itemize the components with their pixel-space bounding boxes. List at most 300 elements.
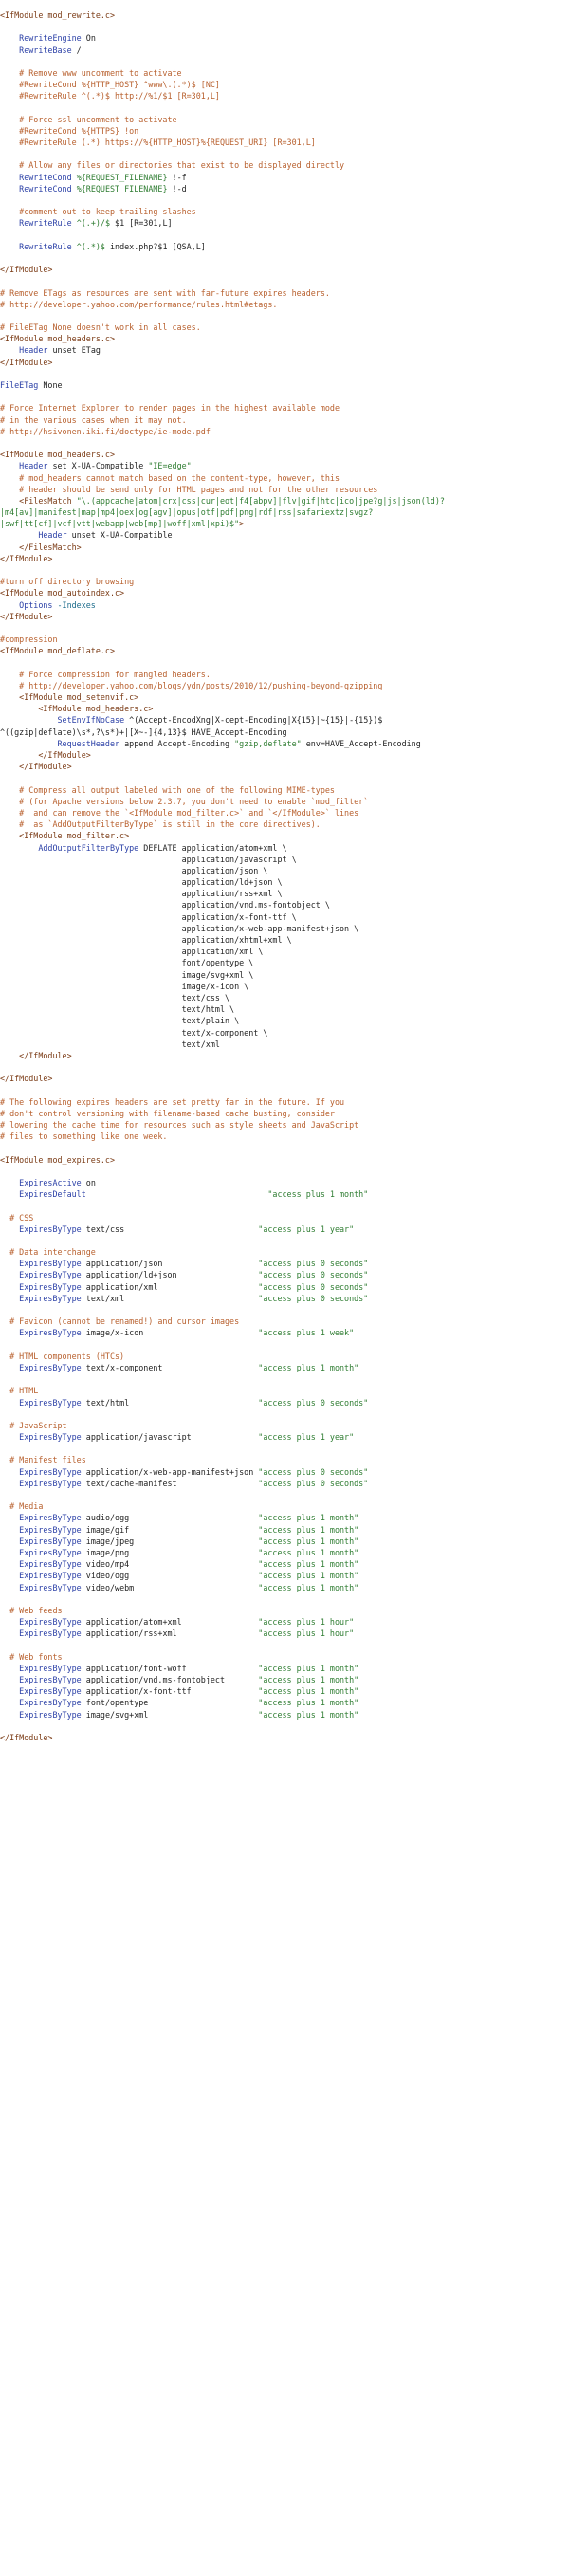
code-token-txt: application/ld+json \ (0, 877, 283, 888)
code-token-txt: application/atom+xml (81, 1617, 259, 1628)
code-token-com: #RewriteRule ^(.*)$ http://%1/$1 [R=301,L] (0, 91, 220, 101)
code-token-txt: text/html \ (0, 1004, 235, 1015)
code-token-tag: </IfModule> (0, 611, 53, 621)
code-line (0, 102, 569, 114)
code-line (0, 137, 569, 148)
code-token-dir: ExpiresByType (19, 1663, 82, 1673)
code-token-dir: ExpiresByType (19, 1432, 82, 1443)
code-line (0, 1200, 569, 1211)
code-line (0, 784, 569, 796)
code-token-tag: <IfModule mod_autoindex.c> (0, 588, 125, 598)
code-token-dir: ExpiresDefault (19, 1189, 86, 1200)
code-token-txt: application/xhtml+xml \ (0, 935, 292, 945)
code-token-tag: <IfModule mod_rewrite.c> (0, 10, 116, 20)
code-line (0, 819, 569, 830)
code-line (0, 299, 569, 310)
code-token-dir: ExpiresByType (19, 1270, 82, 1280)
code-line (0, 1674, 569, 1685)
code-token-txt: image/jpeg (81, 1536, 259, 1546)
code-line (0, 241, 569, 252)
code-token-txt: text/x-component \ (0, 1027, 268, 1038)
code-token-txt: append Accept-Encoding (119, 738, 235, 748)
code-line (0, 969, 569, 981)
code-token-txt: application/rss+xml (81, 1628, 259, 1639)
code-line (0, 796, 569, 807)
code-token-dir: ExpiresByType (19, 1281, 82, 1292)
code-line (0, 1061, 569, 1073)
code-token-com: # as `AddOutputFilterByType` is still in the core directives). (0, 819, 321, 830)
code-token-str: "access plus 1 month" (258, 1536, 359, 1546)
code-token-tag: </IfModule> (38, 750, 91, 760)
code-line (0, 1177, 569, 1188)
code-line (0, 634, 569, 645)
code-line (0, 830, 569, 841)
code-token-txt (0, 1432, 19, 1442)
code-token-dir: RewriteEngine (19, 33, 82, 44)
code-token-txt (0, 1628, 19, 1638)
code-token-txt: text/cache-manifest (81, 1478, 259, 1488)
code-token-com: # FileETag None doesn't work in all cases. (0, 322, 201, 333)
code-token-dir: ExpiresByType (19, 1675, 82, 1684)
code-token-txt (0, 1583, 19, 1592)
code-line (0, 310, 569, 322)
code-token-str: "\.(appcache|atom|crx|css|cur|eot|f4[abpv]|flv|gif|htc|ico|jpe?g|js|json(ld)? (76, 495, 445, 506)
code-token-txt: application/json \ (0, 865, 268, 875)
code-token-txt: $1 [R=301,L] (109, 218, 173, 229)
code-line (0, 344, 569, 356)
code-line (0, 518, 569, 529)
code-token-com: # Force Internet Explorer to render pages in the highest available mode (0, 403, 340, 414)
code-token-txt (0, 1224, 19, 1234)
code-token-str: |m4[av]|manifest|map|mp4|oex|og[agv]|opus|otf|pdf|png|rdf|rss|safariextz|svgz? (0, 507, 374, 518)
code-line (0, 1558, 569, 1570)
code-token-txt: text/html (81, 1397, 259, 1408)
code-line (0, 1500, 569, 1512)
code-line (0, 1373, 569, 1385)
code-token-dir: ExpiresByType (19, 1328, 82, 1338)
code-line (0, 379, 569, 391)
code-line (0, 159, 569, 171)
code-line (0, 1720, 569, 1732)
code-token-txt: text/css \ (0, 992, 230, 1003)
code-token-tag: <IfModule mod_headers.c> (38, 704, 154, 714)
code-token-txt (0, 1363, 19, 1372)
code-line (0, 749, 569, 761)
code-token-tag: </IfModule> (19, 762, 72, 772)
code-token-dir: Options (19, 599, 53, 610)
code-line (0, 1039, 569, 1050)
code-token-str: "access plus 0 seconds" (258, 1259, 369, 1269)
code-token-com: # CSS (0, 1212, 34, 1223)
code-line (0, 1246, 569, 1258)
code-token-txt (0, 530, 38, 540)
code-token-txt (0, 831, 19, 840)
code-line (0, 1142, 569, 1153)
code-token-tag: <IfModule mod_expires.c> (0, 1154, 116, 1165)
code-line (0, 1212, 569, 1224)
code-line (0, 691, 569, 703)
code-token-str: "access plus 1 month" (258, 1663, 359, 1673)
code-line (0, 125, 569, 137)
code-line (0, 529, 569, 541)
code-line (0, 1293, 569, 1304)
code-token-com: # http://developer.yahoo.com/blogs/ydn/posts/2010/12/pushing-beyond-gzipping (0, 680, 383, 690)
code-line (0, 923, 569, 934)
code-token-txt: font/opentype (81, 1698, 259, 1708)
code-token-tag: <IfModule mod_filter.c> (19, 831, 130, 841)
code-line (0, 1466, 569, 1478)
code-token-txt: application/xml \ (0, 947, 264, 957)
code-token-txt: application/json (81, 1259, 259, 1269)
code-token-dir: AddOutputFilterByType (38, 842, 139, 853)
code-token-txt (0, 762, 19, 771)
code-line (0, 542, 569, 553)
code-token-txt: image/png (81, 1547, 259, 1557)
code-token-dir: ExpiresByType (19, 1559, 82, 1570)
code-token-com: # Allow any files or directories that exist to be displayed directly (0, 160, 345, 171)
code-token-str: "access plus 1 month" (258, 1513, 359, 1523)
code-token-tag: <IfModule mod_setenvif.c> (19, 692, 139, 703)
code-token-val: -Indexes (57, 599, 96, 610)
code-token-txt: text/x-component (81, 1362, 259, 1372)
code-line (0, 1489, 569, 1500)
code-line (0, 911, 569, 923)
code-token-txt (0, 692, 19, 702)
code-line (0, 553, 569, 564)
code-token-txt (0, 704, 38, 713)
code-line (0, 1616, 569, 1628)
code-token-txt: audio/ogg (81, 1513, 259, 1523)
code-token-txt (0, 600, 19, 610)
code-line (0, 599, 569, 611)
code-line (0, 1050, 569, 1061)
code-token-str: "access plus 0 seconds" (258, 1270, 369, 1280)
code-token-txt: None (38, 380, 63, 390)
code-line (0, 1224, 569, 1235)
code-token-tag: </FilesMatch> (19, 542, 82, 552)
code-token-txt (0, 1698, 19, 1707)
code-line (0, 9, 569, 21)
code-token-com: # (for Apache versions below 2.3.7, you don't need to enable `mod_filter` (0, 796, 369, 806)
code-token-dir: Header (19, 345, 48, 356)
code-line (0, 946, 569, 957)
code-token-dir: ExpiresByType (19, 1709, 82, 1720)
code-token-txt: application/font-woff (81, 1663, 259, 1673)
code-line (0, 90, 569, 101)
code-line (0, 934, 569, 946)
code-token-com: #compression (0, 635, 58, 645)
code-token-str: "access plus 1 month" (258, 1559, 359, 1570)
code-token-txt: image/x-icon (81, 1328, 259, 1338)
code-line (0, 287, 569, 299)
code-line (0, 1351, 569, 1362)
code-line (0, 1397, 569, 1408)
code-token-dir: RewriteRule (19, 241, 72, 251)
code-token-dir: ExpiresByType (19, 1293, 82, 1303)
code-token-txt (0, 543, 19, 552)
code-token-txt: DEFLATE application/atom+xml \ (138, 842, 287, 853)
code-token-com: # Force compression for mangled headers. (0, 669, 211, 679)
code-token-dir: ExpiresByType (19, 1513, 82, 1523)
code-token-str: "access plus 1 month" (267, 1189, 369, 1200)
code-token-txt: image/svg+xml (81, 1709, 259, 1720)
code-token-com: # Favicon (cannot be renamed!) and cursor images (0, 1316, 240, 1327)
code-token-txt (0, 1259, 19, 1268)
code-line (0, 1304, 569, 1316)
code-token-tag: </IfModule> (0, 1074, 53, 1084)
code-token-com: # Manifest files (0, 1455, 86, 1465)
code-line (0, 1431, 569, 1443)
code-line (0, 645, 569, 656)
code-token-dir: SetEnvIfNoCase (57, 715, 125, 726)
code-line (0, 217, 569, 229)
code-line (0, 148, 569, 159)
code-line (0, 391, 569, 402)
code-token-str: "access plus 1 hour" (258, 1617, 355, 1628)
code-line (0, 264, 569, 275)
code-token-txt (0, 1270, 19, 1279)
code-token-str: "access plus 1 month" (258, 1524, 359, 1535)
code-token-str: ^(.*)$ (76, 241, 105, 251)
code-token-txt (0, 750, 38, 760)
code-token-com: #RewriteRule (.*) https://%{HTTP_HOST}%{REQUEST_URI} [R=301,L] (0, 138, 316, 148)
code-line (0, 506, 569, 518)
code-token-txt (0, 1467, 19, 1477)
code-token-txt (0, 1548, 19, 1557)
code-token-dir: ExpiresByType (19, 1617, 82, 1628)
code-token-dir: RewriteCond (19, 172, 72, 182)
code-line (0, 368, 569, 379)
code-token-com: # Remove www uncomment to activate (0, 67, 182, 78)
code-token-str: "access plus 1 year" (258, 1432, 355, 1443)
code-token-txt: application/rss+xml \ (0, 889, 283, 899)
code-line (0, 1639, 569, 1650)
code-token-str: "access plus 0 seconds" (258, 1397, 369, 1408)
code-line (0, 1582, 569, 1593)
code-token-tag: </IfModule> (0, 1732, 53, 1742)
code-token-txt: env=HAVE_Accept-Encoding (301, 738, 421, 748)
code-line (0, 79, 569, 90)
code-token-txt: application/x-web-app-manifest+json (81, 1466, 259, 1477)
code-line (0, 183, 569, 194)
code-line (0, 992, 569, 1003)
code-token-com: # mod_headers cannot match based on the content-type, however, this (0, 472, 340, 483)
code-token-dir: Header (19, 461, 48, 471)
code-line (0, 1454, 569, 1465)
code-token-com: #comment out to keep trailing slashes (0, 207, 196, 217)
code-line (0, 981, 569, 992)
code-token-tag: </IfModule> (0, 265, 53, 275)
code-token-dir: ExpiresByType (19, 1698, 82, 1708)
code-token-com: # and can remove the `<IfModule mod_filter.c>` and `</IfModule>` lines (0, 807, 359, 818)
code-line (0, 1697, 569, 1708)
code-line (0, 1339, 569, 1351)
code-token-txt (0, 218, 19, 228)
code-token-str: "access plus 1 month" (258, 1362, 359, 1372)
code-line (0, 1605, 569, 1616)
code-token-txt: On (81, 33, 96, 44)
code-token-com: # lowering the cache time for resources such as style sheets and JavaScript (0, 1120, 359, 1130)
code-token-txt: text/xml (81, 1293, 259, 1303)
code-token-com: # Media (0, 1501, 44, 1512)
code-token-str: "access plus 0 seconds" (258, 1293, 369, 1303)
code-line (0, 1073, 569, 1084)
code-token-str: ^(.+)/$ (76, 218, 110, 229)
code-line (0, 32, 569, 44)
code-token-dir: RewriteBase (19, 45, 72, 55)
code-line (0, 669, 569, 680)
code-token-dir: ExpiresByType (19, 1686, 82, 1697)
code-token-str: "access plus 0 seconds" (258, 1478, 369, 1488)
code-token-tag: <IfModule mod_deflate.c> (0, 646, 116, 656)
code-token-tag: </IfModule> (0, 357, 53, 367)
code-token-dir: FileETag (0, 380, 39, 390)
code-line (0, 1628, 569, 1639)
code-token-com: # The following expires headers are set pretty far in the future. If you (0, 1096, 345, 1107)
code-line (0, 1327, 569, 1338)
code-line (0, 1420, 569, 1431)
code-line (0, 194, 569, 206)
code-token-txt: video/ogg (81, 1571, 259, 1581)
code-token-dir: ExpiresByType (19, 1571, 82, 1581)
code-line (0, 727, 569, 738)
code-line (0, 1316, 569, 1327)
code-token-txt: video/webm (81, 1582, 259, 1592)
code-token-txt (0, 1282, 19, 1292)
code-token-txt: application/javascript (81, 1432, 259, 1443)
code-token-var: %{REQUEST_FILENAME} (76, 172, 168, 182)
code-line (0, 1108, 569, 1119)
code-token-txt: image/svg+xml \ (0, 969, 254, 980)
code-token-str: "gzip,deflate" (234, 738, 302, 748)
code-line (0, 1003, 569, 1015)
code-line (0, 495, 569, 506)
code-token-txt (0, 843, 38, 853)
code-line (0, 807, 569, 819)
code-token-txt: !-d (167, 183, 187, 193)
code-token-txt (0, 1664, 19, 1673)
code-line (0, 865, 569, 876)
code-token-com: # HTML (0, 1386, 39, 1396)
code-line (0, 230, 569, 241)
code-token-txt (0, 184, 19, 193)
code-token-com: # Force ssl uncomment to activate (0, 114, 177, 124)
code-token-str: "access plus 1 month" (258, 1698, 359, 1708)
code-token-dir: ExpiresActive (19, 1177, 82, 1187)
code-token-str: "access plus 0 seconds" (258, 1281, 369, 1292)
code-line (0, 1015, 569, 1026)
code-line (0, 322, 569, 333)
code-line (0, 714, 569, 726)
code-line (0, 842, 569, 854)
code-line (0, 854, 569, 865)
code-line (0, 657, 569, 669)
code-line (0, 114, 569, 125)
code-line (0, 1478, 569, 1489)
code-token-com: # Web fonts (0, 1651, 63, 1662)
code-token-tag: </IfModule> (0, 553, 53, 563)
code-line (0, 402, 569, 414)
code-token-txt (0, 496, 19, 506)
code-token-com: #RewriteCond %{HTTP_HOST} ^www\.(.*)$ [NC] (0, 80, 220, 90)
code-line (0, 1593, 569, 1605)
code-line (0, 1385, 569, 1396)
code-line (0, 888, 569, 899)
code-token-str: |swf|tt[cf]|vcf|vtt|webapp|web[mp]|woff|xml|xpi)$" (0, 519, 240, 529)
code-token-str: "access plus 1 month" (258, 1582, 359, 1592)
code-token-dir: ExpiresByType (19, 1362, 82, 1372)
code-line (0, 357, 569, 368)
code-token-txt: application/ld+json (81, 1270, 259, 1280)
code-token-com: # files to something like one week. (0, 1132, 168, 1142)
code-token-dir: RewriteCond (19, 183, 72, 193)
code-line (0, 484, 569, 495)
code-token-tag: <IfModule mod_headers.c> (0, 334, 116, 344)
code-token-dir: ExpiresByType (19, 1397, 82, 1408)
code-token-txt (0, 1328, 19, 1337)
code-token-str: "access plus 1 month" (258, 1709, 359, 1720)
code-token-txt: application/vnd.ms-fontobject \ (0, 900, 330, 911)
code-token-txt: !-f (167, 172, 187, 182)
code-line (0, 1027, 569, 1039)
code-line (0, 1663, 569, 1674)
code-token-com: # Data interchange (0, 1247, 96, 1258)
code-line (0, 611, 569, 622)
code-token-txt: application/x-font-ttf \ (0, 911, 297, 922)
code-line (0, 876, 569, 888)
code-line (0, 437, 569, 449)
code-token-txt: application/javascript \ (0, 854, 297, 864)
code-line (0, 772, 569, 783)
code-line (0, 761, 569, 772)
code-token-dir: ExpiresByType (19, 1478, 82, 1488)
code-token-str: "access plus 1 year" (258, 1224, 355, 1234)
code-line (0, 1166, 569, 1177)
code-token-dir: ExpiresByType (19, 1466, 82, 1477)
code-token-str: "access plus 1 month" (258, 1686, 359, 1697)
code-line (0, 957, 569, 968)
code-token-txt (0, 1536, 19, 1546)
code-token-var: %{REQUEST_FILENAME} (76, 183, 168, 193)
code-token-dir: ExpiresByType (19, 1582, 82, 1592)
code-token-com: # in the various cases when it may not. (0, 414, 187, 425)
code-token-com: # header should be send only for HTML pages and not for the other resources (0, 484, 378, 494)
code-line (0, 576, 569, 587)
code-token-txt: / (71, 45, 82, 55)
code-token-txt (0, 1559, 19, 1569)
code-token-txt (0, 173, 19, 182)
code-token-dir: ExpiresByType (19, 1259, 82, 1269)
code-token-com: #turn off directory browsing (0, 577, 135, 587)
code-token-str: "access plus 1 month" (258, 1675, 359, 1684)
code-line (0, 21, 569, 32)
code-token-txt: on (81, 1177, 96, 1187)
code-line (0, 67, 569, 79)
code-line (0, 414, 569, 426)
code-line (0, 587, 569, 598)
code-token-dir: RewriteRule (19, 218, 72, 229)
code-line (0, 275, 569, 286)
code-line (0, 1408, 569, 1420)
code-token-txt: set X-UA-Compatible (47, 461, 149, 471)
code-line (0, 1536, 569, 1547)
code-line (0, 1188, 569, 1200)
code-line (0, 56, 569, 67)
code-token-txt: ^(Accept-EncodXng|X-cept-Encoding|X{15}|~{15}|-{15})$ (124, 715, 383, 726)
code-token-txt (0, 345, 19, 355)
code-line (0, 472, 569, 484)
code-token-dir: ExpiresByType (19, 1536, 82, 1546)
